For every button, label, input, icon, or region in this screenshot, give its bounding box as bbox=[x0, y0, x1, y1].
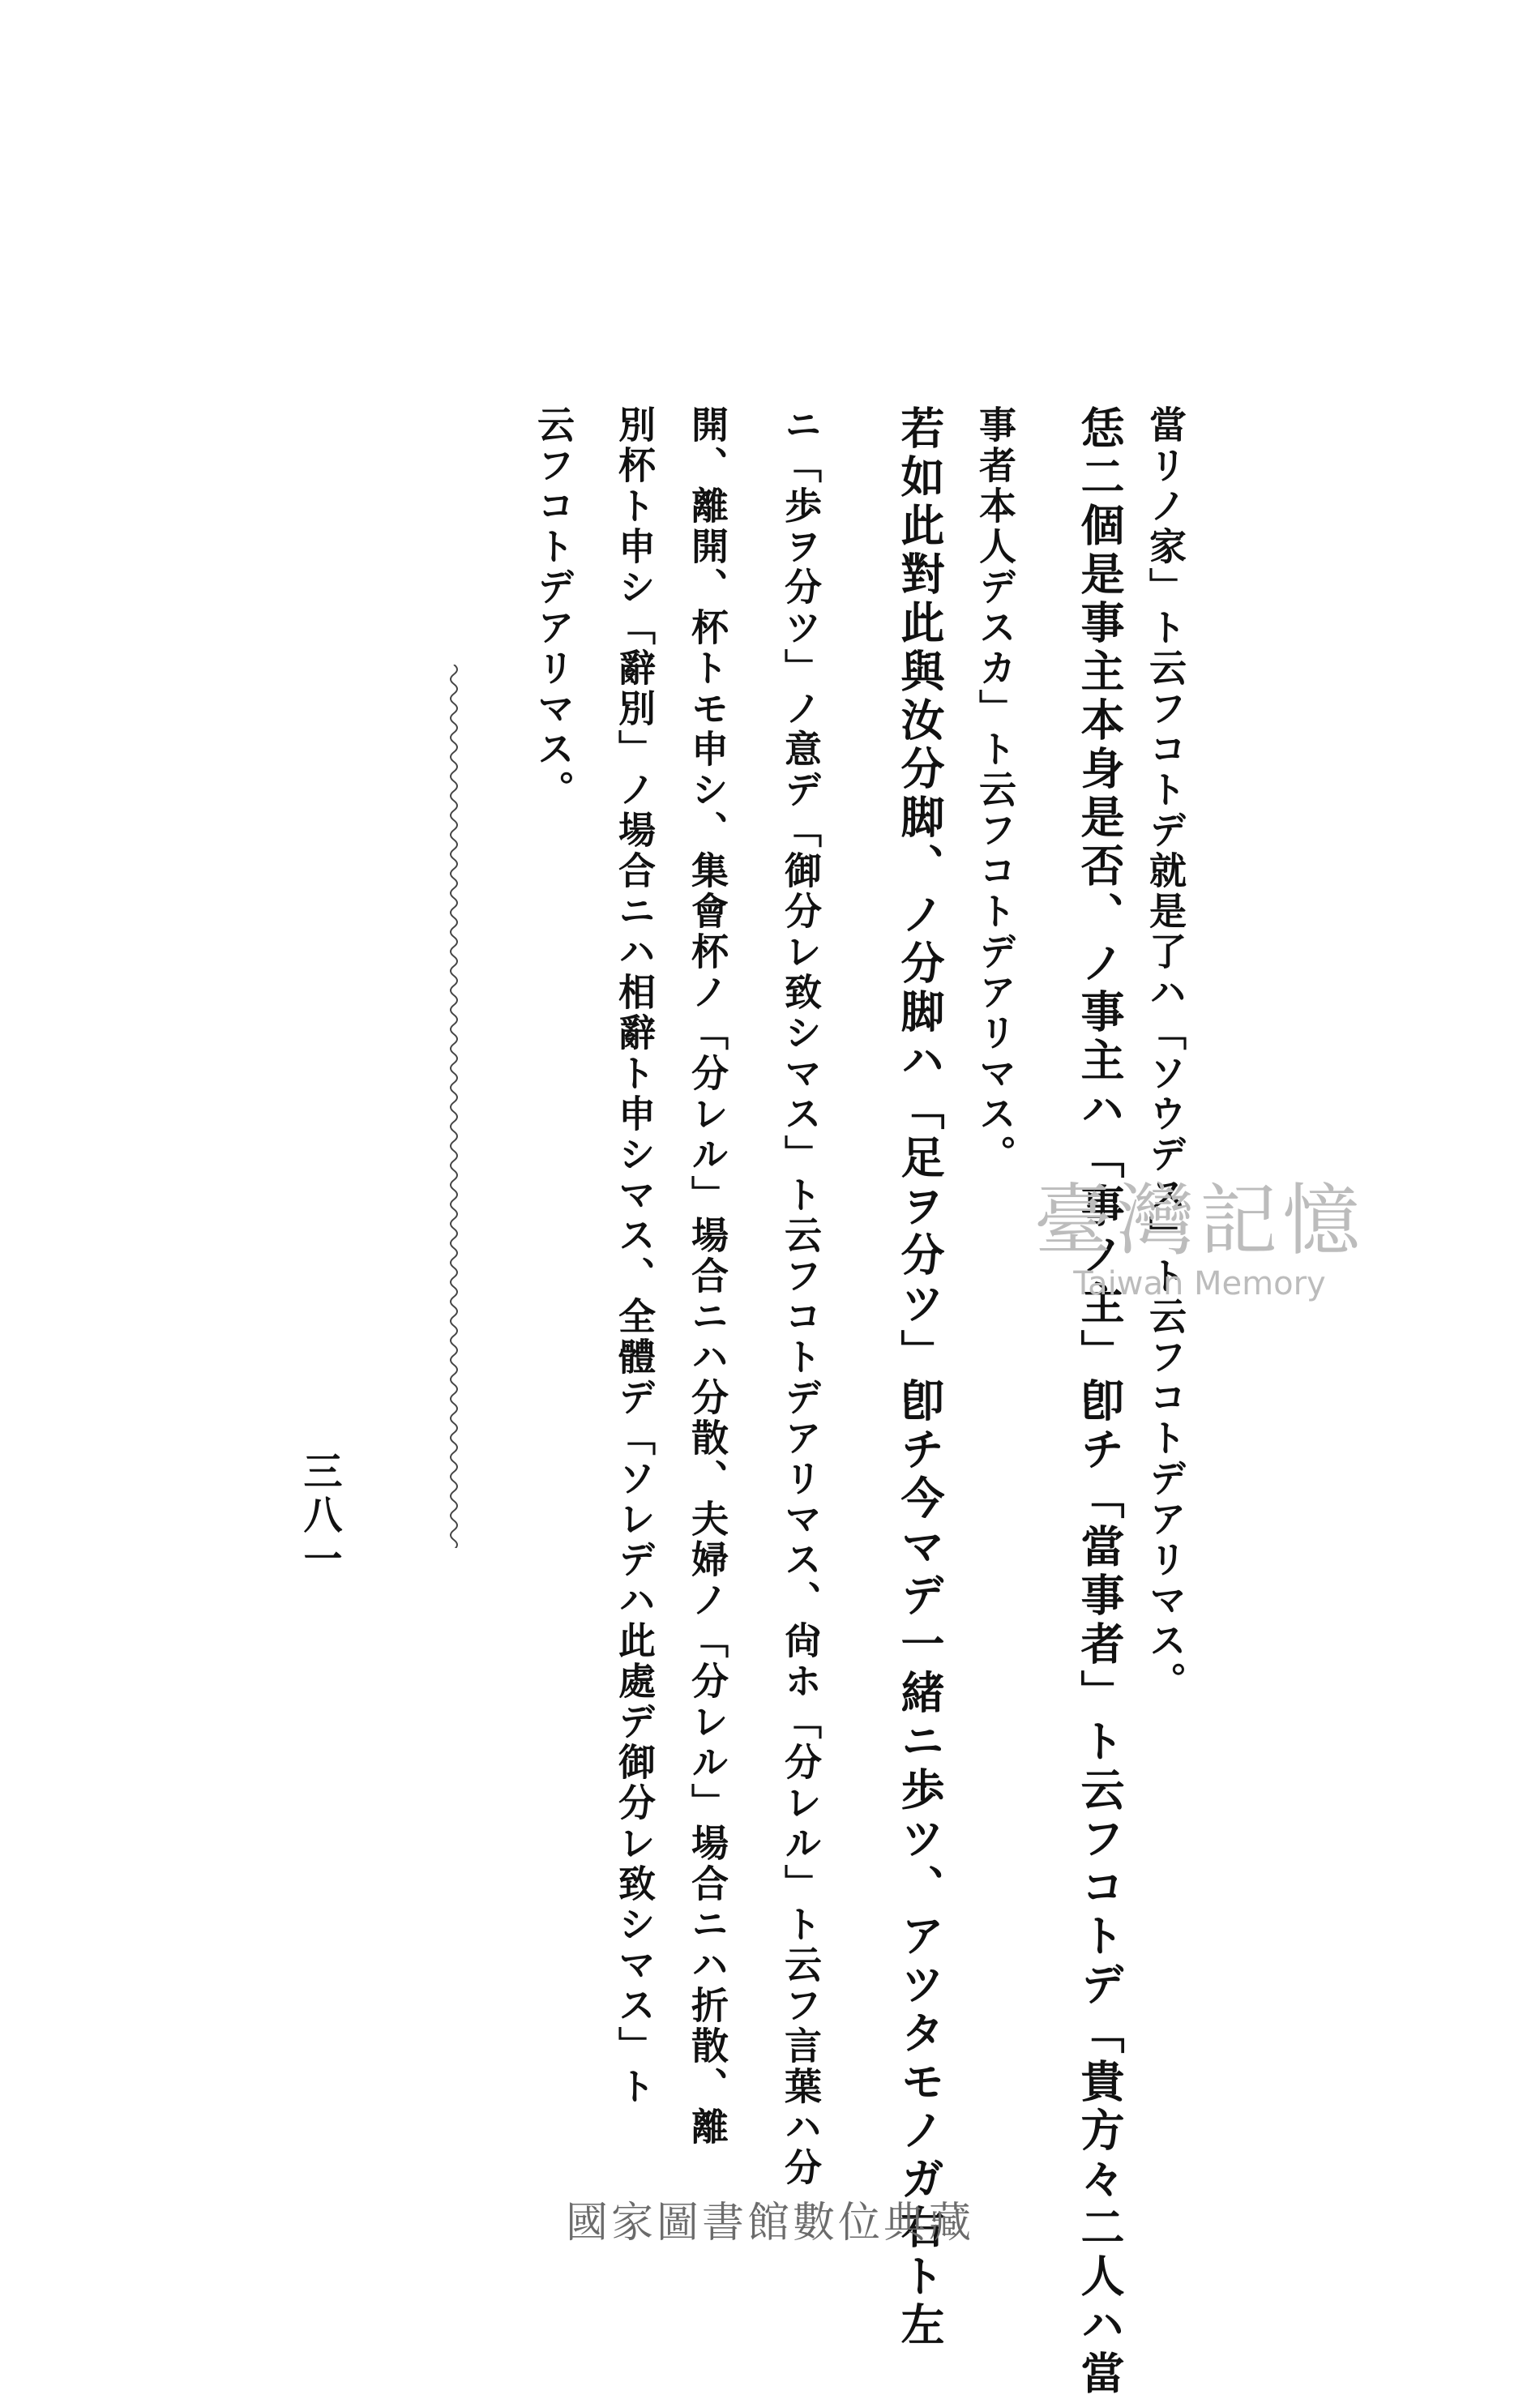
text-column-7: 別杯ト申シ「辭別」ノ場合ニハ相辭ト申シマス、全體デ「ソレデハ此處デ御分レ致シマス」ト bbox=[613, 405, 657, 2107]
page-number: 三八一 bbox=[297, 1451, 342, 1582]
footer-credit: 國家圖書館數位典藏 bbox=[565, 2199, 974, 2247]
text-column-1: 當リノ家」ト云フコトデ就是了ハ「ソウデス」ト云フコトデアリマス。 bbox=[1144, 405, 1187, 1702]
watermark-english-text: Taiwan Memory bbox=[1073, 1265, 1326, 1302]
entry-heading-1: 恁二個是事主本身是否、ノ事主ハ「事ノ主」卽チ「當事者」ト云フコトデ「貴方々二人ハ當 bbox=[1074, 405, 1126, 2399]
watermark-logo bbox=[973, 1159, 1427, 1302]
watermark-chinese-text: 臺灣記憶 bbox=[1034, 1175, 1365, 1266]
text-column-5: ニ「歩ヲ分ツ」ノ意デ「御分レ致シマス」ト云フコトデアリマス、尙ホ「分レル」ト云フ言葉ハ分 bbox=[779, 405, 823, 2188]
text-column-8: 云フコトデアリマス。 bbox=[532, 405, 575, 810]
entry-heading-2: 若如此對此與汝分脚、ノ分脚ハ「足ヲ分ツ」卽チ今マデ一緒ニ歩ツ、アツタモノガ右ト左 bbox=[894, 405, 946, 2350]
text-column-3: 事者本人デスカ」ト云フコトデアリマス。 bbox=[973, 405, 1017, 1175]
text-column-6: 開、離開、杯トモ申シ、集會杯ノ「分レル」場合ニハ分散、夫婦ノ「分レル」場合ニハ折散、離 bbox=[686, 405, 729, 2148]
wavy-divider bbox=[438, 665, 470, 1548]
